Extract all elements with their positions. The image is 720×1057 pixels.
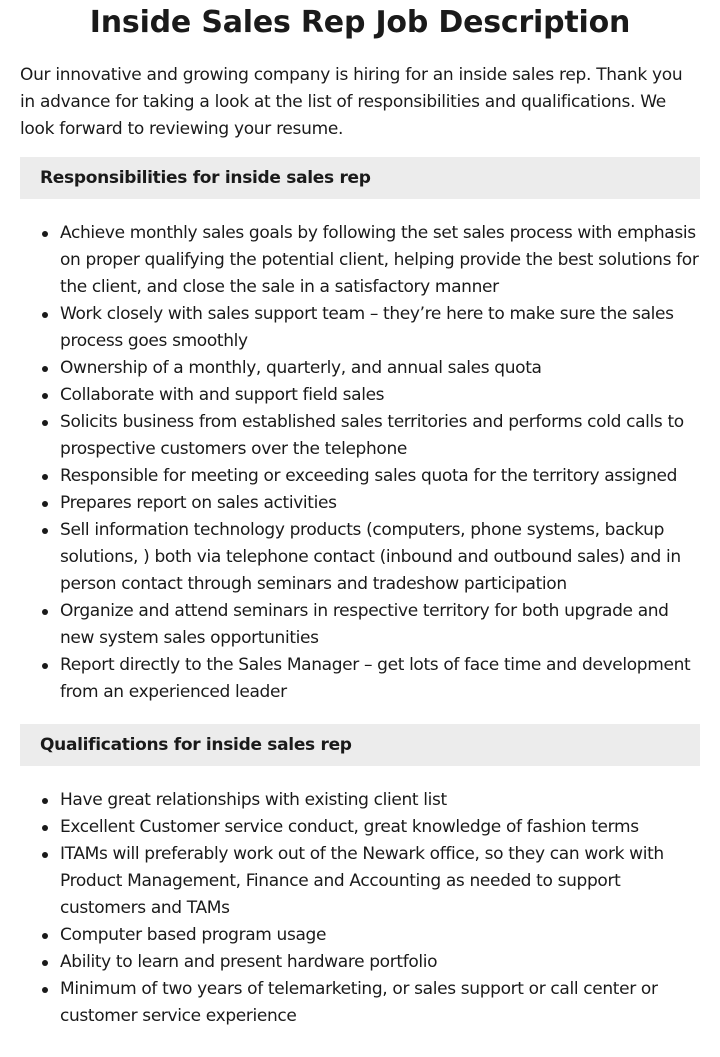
qualifications-heading: Qualifications for inside sales rep	[20, 724, 700, 766]
qualifications-list	[20, 787, 700, 1030]
list-item: Responsible for meeting or exceeding sales quota for the territory assigned	[60, 463, 700, 490]
list-item: ITAMs will preferably work out of the Newark office, so they can work with Product Management, Finance and Accounting as needed to support customers and TAMs	[60, 841, 700, 922]
list-item: Prepares report on sales activities	[60, 490, 700, 517]
list-item: Excellent Customer service conduct, great knowledge of fashion terms	[60, 814, 700, 841]
list-item: Work closely with sales support team – they’re here to make sure the sales process goes smoothly	[60, 301, 700, 355]
page-title: Inside Sales Rep Job Description	[89, 5, 631, 40]
list-item: Have great relationships with existing client list	[60, 787, 700, 814]
responsibilities-list	[20, 220, 700, 706]
list-item: Report directly to the Sales Manager – get lots of face time and development from an experienced leader	[60, 652, 700, 706]
list-item: Minimum of two years of telemarketing, or sales support or call center or customer service experience	[60, 976, 700, 1030]
list-item: Collaborate with and support field sales	[60, 382, 700, 409]
list-item: Achieve monthly sales goals by following the set sales process with emphasis on proper qualifying the potential client, helping provide the best solutions for the client, and close the sale in a satisfactory manner	[60, 220, 700, 301]
list-item: Organize and attend seminars in respective territory for both upgrade and new system sales opportunities	[60, 598, 700, 652]
responsibilities-heading: Responsibilities for inside sales rep	[20, 157, 700, 199]
list-item: Ability to learn and present hardware portfolio	[60, 949, 700, 976]
list-item: Ownership of a monthly, quarterly, and annual sales quota	[60, 355, 700, 382]
intro-paragraph: Our innovative and growing company is hiring for an inside sales rep. Thank you in advance for taking a look at the list of responsibilities and qualifications. We look forward to reviewing your resume.	[20, 65, 683, 139]
list-item: Sell information technology products (computers, phone systems, backup solutions, ) both via telephone contact (inbound and outbound sales) and in person contact through seminars and tradeshow participation	[60, 517, 700, 598]
list-item: Solicits business from established sales territories and performs cold calls to prospective customers over the telephone	[60, 409, 700, 463]
list-item: Computer based program usage	[60, 922, 700, 949]
